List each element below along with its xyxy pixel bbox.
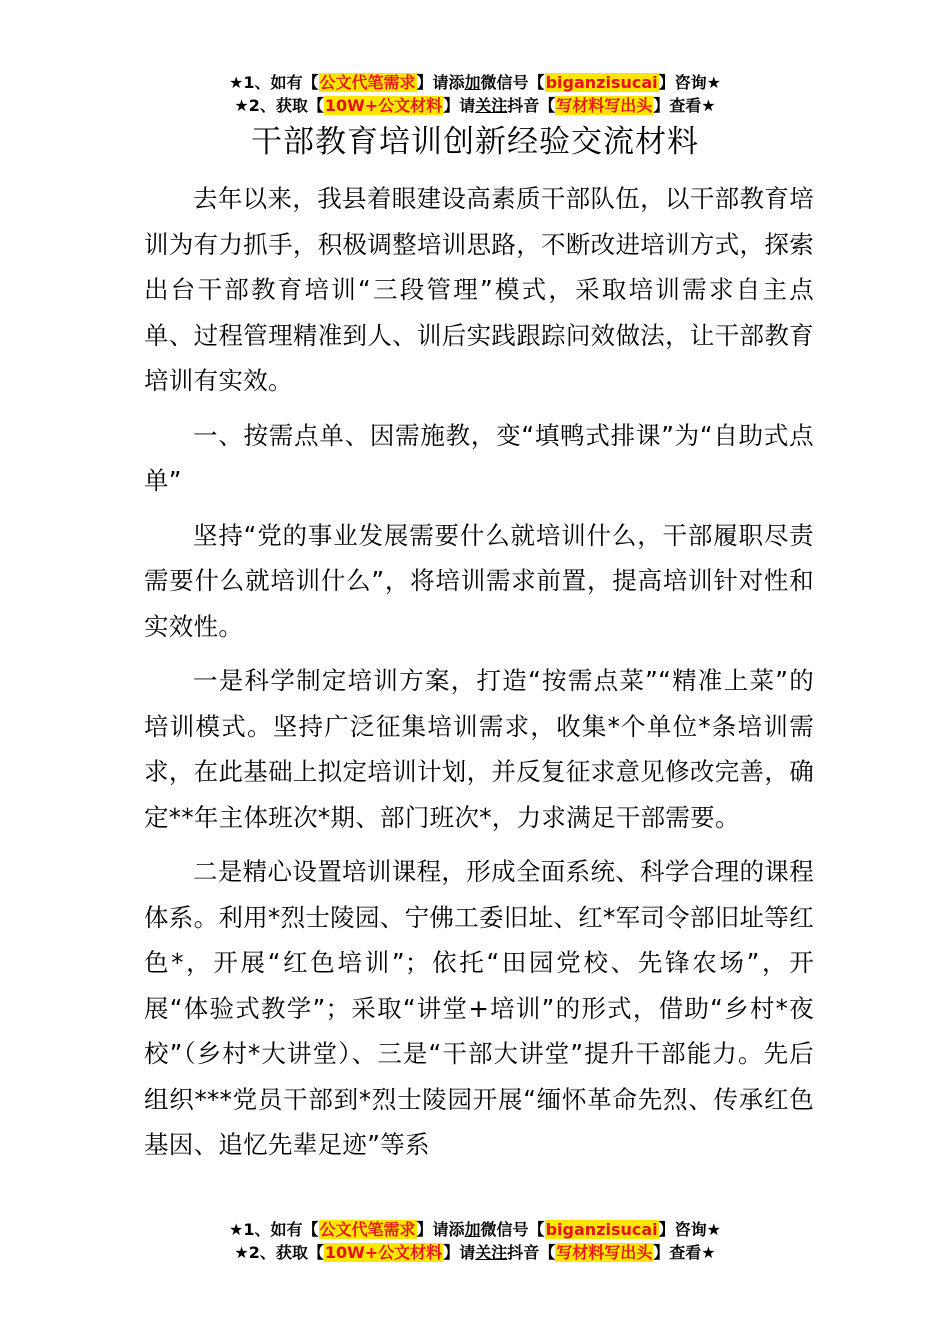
- promo-line-1: ★1、如有【公文代笔需求】请添加微信号【biganzisucai】咨询★: [229, 73, 721, 92]
- paragraph: 坚持“党的事业发展需要什么就培训什么，干部履职尽责需要什么就培训什么”，将培训需求前置，提高培训针对性和实效性。: [144, 520, 814, 641]
- highlight-wechat-id: biganzisucai: [545, 73, 658, 92]
- paragraph: 一是科学制定培训方案，打造“按需点菜”“精准上菜”的培训模式。坚持广泛征集培训需求，收集*个单位*条培训需求，在此基础上拟定培训计划，并反复征求意见修改完善，确定**年主体班次*期、部门班次*，力求满足干部需要。: [144, 666, 814, 832]
- promo-line-1: ★1、如有【公文代笔需求】请添加微信号【biganzisucai】咨询★: [229, 1220, 721, 1239]
- highlight-service: 公文代笔需求: [319, 73, 416, 92]
- highlight-wechat-id: biganzisucai: [545, 1220, 658, 1239]
- promo-line-2: ★2、获取【10W+公文材料】请关注抖音【写材料写出头】查看★: [234, 96, 716, 115]
- highlight-materials: 10W+公文材料: [324, 1243, 443, 1262]
- document-body: [144, 176, 814, 1177]
- promo-line-2: ★2、获取【10W+公文材料】请关注抖音【写材料写出头】查看★: [234, 1243, 716, 1262]
- highlight-douyin: 写材料写出头: [556, 96, 653, 115]
- highlight-douyin: 写材料写出头: [556, 1243, 653, 1262]
- paragraph: 二是精心设置培训课程，形成全面系统、科学合理的课程体系。利用*烈士陵园、宁佛工委旧址、红*军司令部旧址等红色*，开展“红色培训”；依托“田园党校、先锋农场”，开展“体验式教学”；采取“讲堂+培训”的形式，借助“乡村*夜校”（乡村*大讲堂）、三是“干部大讲堂”提升干部能力。先后组织***党员干部到*烈士陵园开展“缅怀革命先烈、传承红色基因、追忆先辈足迹”等系: [144, 857, 814, 1159]
- highlight-service: 公文代笔需求: [319, 1220, 416, 1239]
- promo-banner-bottom: [0, 1218, 950, 1264]
- paragraph: 去年以来，我县着眼建设高素质干部队伍，以干部教育培训为有力抓手，积极调整培训思路，不断改进培训方式，探索出台干部教育培训“三段管理”模式，采取培训需求自主点单、过程管理精准到人、训后实践跟踪问效做法，让干部教育培训有实效。: [144, 184, 814, 395]
- highlight-materials: 10W+公文材料: [324, 96, 443, 115]
- promo-banner-top: [0, 71, 950, 117]
- section-heading: 一、按需点单、因需施教，变“填鸭式排课”为“自助式点单”: [144, 420, 814, 495]
- document-title: 干部教育培训创新经验交流材料: [251, 124, 699, 160]
